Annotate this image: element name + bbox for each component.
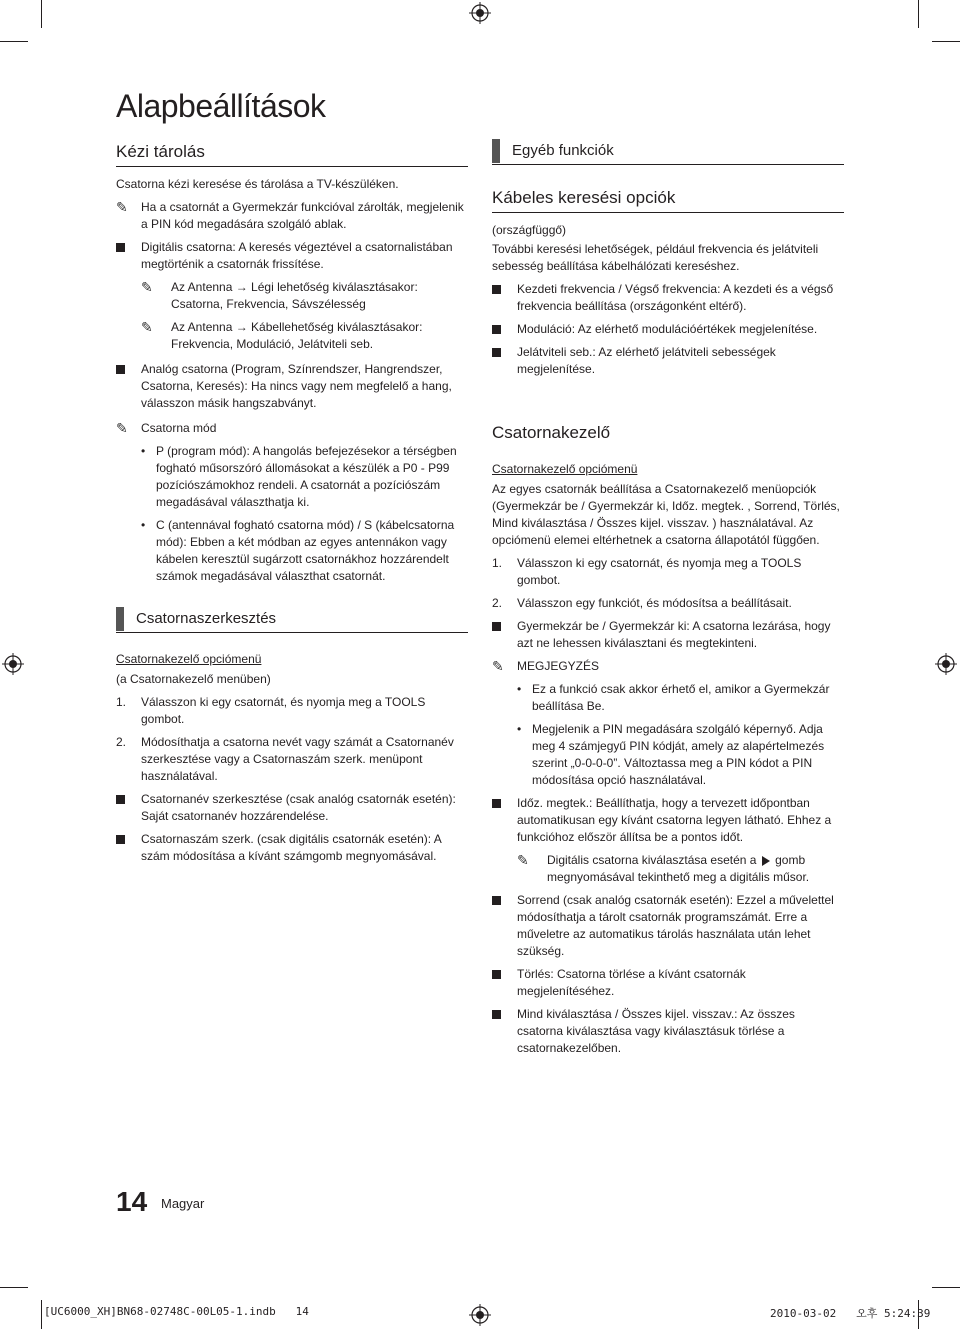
crop-mark: [41, 0, 42, 28]
note-item: [116, 319, 468, 353]
right-column: [492, 141, 844, 1063]
step-number: 2.: [492, 596, 503, 610]
bullet-item: [492, 721, 844, 789]
section-title-other: Egyéb funkciók: [492, 141, 844, 165]
step-text: Módosíthatja a csatorna nevét vagy számát a Csatornanév szerkesztése vagy a Csatornaszám szerk. menüpont használatával.: [141, 735, 454, 783]
sub-heading: Csatornakezelő opciómenü: [492, 462, 638, 476]
pencil-note-icon: ✎: [116, 199, 128, 215]
list-item: [116, 791, 468, 825]
note-item: [492, 658, 844, 675]
section-title-edit: Csatornaszerkesztés: [116, 609, 468, 633]
note-text: Az Antenna → Légi lehetőség kiválasztásakor: Csatorna, Frekvencia, Sávszélesség: [171, 280, 418, 311]
right-triangle-icon: [762, 856, 770, 866]
intro-text: Az egyes csatornák beállítása a Csatornakezelő menüopciók (Gyermekzár be / Gyermekzár ki, Időz. megtek. , Sorrend, Törlés, Mind kiválasztása / Összes kijel. visszav. ) használatával. Az opciómenü elemei eltérhetnek a csatorna állapotától függően.: [492, 482, 840, 547]
square-bullet-icon: [492, 799, 501, 808]
list-item: [116, 361, 468, 412]
square-bullet-icon: [116, 795, 125, 804]
list-text: Időz. megtek.: Beállíthatja, hogy a tervezett időpontban automatikusan egy kívánt csatorna legyen látható. Ehhez a funkcióhoz először állítsa be a pontos időt.: [517, 796, 832, 844]
section-title-cable: Kábeles keresési opciók: [492, 187, 844, 213]
list-text: Sorrend (csak analóg csatornák esetén): Ezzel a művelettel módosíthatja a tárolt csatornák programszámát. Erre a műveletre az automatikus tárolás használata után lehet szükség.: [517, 893, 834, 958]
list-text: Jelátviteli seb.: Az elérhető jelátviteli sebességek megjelenítése.: [517, 345, 776, 376]
list-text: Kezdeti frekvencia / Végső frekvencia: A kezdeti és a végső frekvencia beállítása (országonként eltérő).: [517, 282, 834, 313]
print-slug-file: [UC6000_XH]BN68-02748C-00L05-1.indb 14: [44, 1305, 309, 1318]
square-bullet-icon: [492, 325, 501, 334]
registration-mark-icon: [469, 1304, 491, 1326]
print-slug-date: 2010-03-02 오후 5:24:39: [770, 1307, 931, 1320]
list-text: Moduláció: Az elérhető modulációértékek megjelenítése.: [517, 322, 818, 336]
bullet-text: P (program mód): A hangolás befejezésekor a térségben fogható műsorszóró állomásokat a készülék a P0 - P99 pozíciószámokhoz rendeli. A csatornát a pozíciószám megadásával választhatja ki.: [156, 444, 457, 509]
square-bullet-icon: [492, 348, 501, 357]
note-text-a: Digitális csatorna kiválasztása esetén a: [547, 853, 757, 867]
bullet-dot: •: [517, 722, 522, 736]
pencil-note-icon: ✎: [141, 319, 153, 335]
list-text: Gyermekzár be / Gyermekzár ki: A csatorna lezárása, hogy azt ne lehessen kiválasztani és megtekinteni.: [517, 619, 831, 650]
note-item: [116, 199, 468, 233]
sub-heading-note: (a Csatornakezelő menüben): [116, 672, 271, 686]
list-item: [492, 321, 844, 338]
step-number: 2.: [116, 735, 127, 749]
square-bullet-icon: [116, 835, 125, 844]
list-text: Csatornanév szerkesztése (csak analóg csatornák esetén): Saját csatornanév hozzárendelése.: [141, 792, 456, 823]
step-number: 1.: [492, 556, 503, 570]
crop-mark: [918, 0, 919, 28]
step-item: [116, 694, 468, 728]
square-bullet-icon: [492, 970, 501, 979]
list-text: Törlés: Csatorna törlése a kívánt csatornák megjelenítéséhez.: [517, 967, 746, 998]
note-item: [116, 420, 468, 437]
bullet-dot: •: [141, 444, 146, 458]
bullet-text: Ez a funkció csak akkor érhető el, amikor a Gyermekzár beállítása Be.: [532, 682, 830, 713]
left-column: [116, 141, 468, 871]
registration-mark-icon: [469, 2, 491, 24]
pencil-note-icon: ✎: [517, 852, 529, 868]
crop-mark: [0, 41, 28, 42]
step-number: 1.: [116, 695, 127, 709]
square-bullet-icon: [492, 896, 501, 905]
list-item: [492, 892, 844, 960]
pencil-note-icon: ✎: [492, 658, 504, 674]
country-note: (országfüggő): [492, 223, 567, 237]
list-text: Csatornaszám szerk. (csak digitális csatornák esetén): A szám módosítása a kívánt számgomb megnyomásával.: [141, 832, 442, 863]
crop-mark: [932, 1287, 960, 1288]
step-item: [116, 734, 468, 785]
bullet-text: C (antennával fogható csatorna mód) / S (kábelcsatorna mód): Ebben a két módban az egyes antennákon vagy kábelen keresztül sugárzott csatornákhoz hozzárendelt számok megadásával választhat csatornát.: [156, 518, 455, 583]
analog-text: Analóg csatorna (Program, Színrendszer, Hangrendszer, Csatorna, Keresés): Ha nincs vagy nem megfelelő a hang, válasszon másik hangszabványt.: [141, 362, 452, 410]
square-bullet-icon: [116, 243, 125, 252]
bullet-dot: •: [517, 682, 522, 696]
page-language: Magyar: [161, 1196, 205, 1211]
square-bullet-icon: [492, 1010, 501, 1019]
crop-mark: [41, 1300, 42, 1329]
pencil-note-icon: ✎: [116, 420, 128, 436]
intro-text: Csatorna kézi keresése és tárolása a TV-készüléken.: [116, 177, 399, 191]
step-item: [492, 555, 844, 589]
list-text: Mind kiválasztása / Összes kijel. visszav.: Az összes csatorna kiválasztása vagy kiválasztásuk törlése a csatornakezelőben.: [517, 1007, 795, 1055]
square-bullet-icon: [116, 365, 125, 374]
step-text: Válasszon egy funkciót, és módosítsa a beállításait.: [517, 596, 792, 610]
crop-mark: [0, 1287, 28, 1288]
section-title-manager: Csatornakezelő: [492, 423, 611, 442]
note-item: [492, 852, 844, 886]
list-item: [116, 239, 468, 273]
note-label: MEGJEGYZÉS: [517, 659, 600, 673]
bullet-text: Megjelenik a PIN megadására szolgáló képernyő. Adja meg 4 számjegyű PIN kódját, amely az alapértelmezés szerint „0-0-0-0”. Változtassa meg a PIN kódot a PIN módosítása opció használatával.: [532, 722, 825, 787]
bullet-dot: •: [141, 518, 146, 532]
registration-mark-icon: [935, 653, 957, 675]
note-text: Csatorna mód: [141, 421, 217, 435]
list-item: [492, 281, 844, 315]
note-item: [116, 279, 468, 313]
bullet-item: [116, 517, 468, 585]
digital-text: Digitális csatorna: A keresés végeztével a csatornalistában megtörténik a csatornák frissítése.: [141, 240, 453, 271]
square-bullet-icon: [492, 622, 501, 631]
square-bullet-icon: [492, 285, 501, 294]
list-item: [492, 966, 844, 1000]
note-text-b: gomb megnyomásával tekinthető meg a digitális műsor.: [547, 853, 810, 884]
list-item: [492, 795, 844, 846]
list-item: [492, 618, 844, 652]
list-item: [492, 1006, 844, 1057]
registration-mark-icon: [2, 653, 24, 675]
crop-mark: [932, 41, 960, 42]
section-title-manual-store: Kézi tárolás: [116, 141, 468, 167]
pencil-note-icon: ✎: [141, 279, 153, 295]
page-number: 14: [116, 1186, 148, 1217]
page-title: Alapbeállítások: [116, 88, 326, 124]
sub-heading: Csatornakezelő opciómenü: [116, 652, 262, 666]
step-text: Válasszon ki egy csatornát, és nyomja meg a TOOLS gombot.: [141, 695, 426, 726]
list-item: [116, 831, 468, 865]
note-text: Ha a csatornát a Gyermekzár funkcióval zárolták, megjelenik a PIN kód megadására szolgáló ablak.: [141, 200, 464, 231]
note-text: Az Antenna → Kábellehetőség kiválasztásakor: Frekvencia, Moduláció, Jelátviteli seb.: [171, 320, 423, 351]
intro-text: További keresési lehetőségek, például frekvencia és jelátviteli sebesség beállítása kábelhálózati kereséshez.: [492, 242, 819, 273]
bullet-item: [492, 681, 844, 715]
step-text: Válasszon ki egy csatornát, és nyomja meg a TOOLS gombot.: [517, 556, 802, 587]
list-item: [492, 344, 844, 378]
bullet-item: [116, 443, 468, 511]
step-item: [492, 595, 844, 612]
